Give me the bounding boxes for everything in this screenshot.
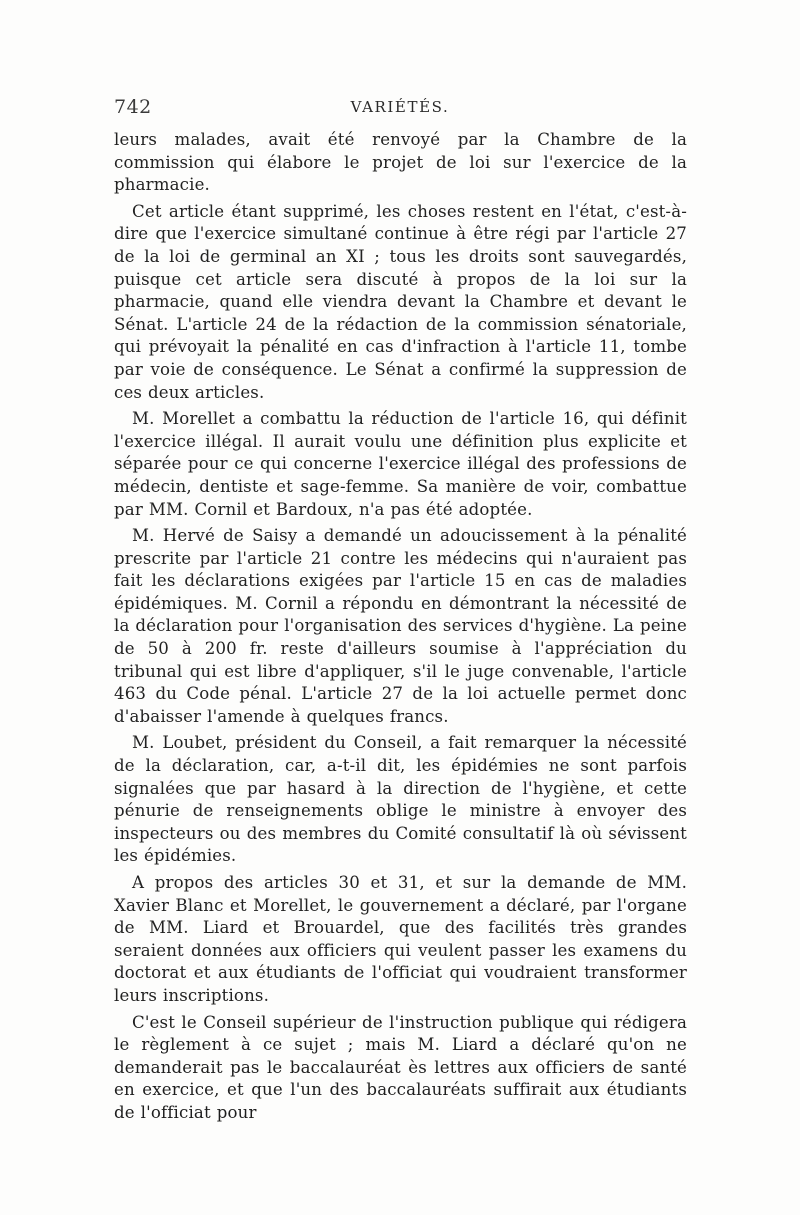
paragraph-continuation: leurs malades, avait été renvoyé par la Chambre de la commission qui élabore le projet de loi sur l'exercice de la pharmacie. [114, 130, 687, 195]
page-body [114, 129, 687, 1129]
running-header [114, 96, 686, 124]
paragraph-loubet: M. Loubet, président du Conseil, a fait remarquer la nécessité de la déclaration, car, a-t-il dit, les épidémies ne sont parfois signalées que par hasard à la direction de l'hygiène, et cette pénurie de renseignements oblige le ministre à envoyer des inspecteurs ou des membres du Comité consultatif là où sévissent les épidémies. [114, 733, 687, 866]
page-number: 742 [114, 96, 152, 118]
paragraph-morellet: M. Morellet a combattu la réduction de l'article 16, qui définit l'exercice illégal. Il aurait voulu une définition plus explicite et séparée pour ce qui concerne l'exercice illégal des professions de médecin, dentiste et sage-femme. Sa manière de voir, combattue par MM. Cornil et Bardoux, n'a pas été adoptée. [114, 409, 687, 519]
section-title: VARIÉTÉS. [350, 98, 450, 116]
paragraph-herve-de-saisy: M. Hervé de Saisy a demandé un adoucissement à la pénalité prescrite par l'article 21 contre les médecins qui n'auraient pas fait les déclarations exigées par l'article 15 en cas de maladies épidémiques. M. Cornil a répondu en démontrant la nécessité de la déclaration pour l'organisation des services d'hygiène. La peine de 50 à 200 fr. reste d'ailleurs soumise à l'appréciation du tribunal qui est libre d'appliquer, s'il le juge convenable, l'article 463 du Code pénal. L'article 27 de la loi actuelle permet donc d'abaisser l'amende à quelques francs. [114, 526, 687, 726]
paragraph-articles-30-31: A propos des articles 30 et 31, et sur la demande de MM. Xavier Blanc et Morellet, le gouvernement a déclaré, par l'organe de MM. Liard et Brouardel, que des facilités très grandes seraient données aux officiers qui veulent passer les examens du doctorat et aux étudiants de l'officiat qui voudraient transformer leurs inscriptions. [114, 873, 687, 1005]
paragraph-article-suppression: Cet article étant supprimé, les choses restent en l'état, c'est-à-dire que l'exercice simultané continue à être régi par l'article 27 de la loi de germinal an XI ; tous les droits sont sauvegardés, puisque cet article sera discuté à propos de la loi sur la pharmacie, quand elle viendra devant la Chambre et devant le Sénat. L'article 24 de la rédaction de la commission sénatoriale, qui prévoyait la pénalité en cas d'infraction à l'article 11, tombe par voie de conséquence. Le Sénat a confirmé la suppression de ces deux articles. [114, 201, 687, 402]
paragraph-conseil-superieur: C'est le Conseil supérieur de l'instruction publique qui rédigera le règlement à ce sujet ; mais M. Liard a déclaré qu'on ne demanderait pas le baccalauréat ès lettres aux officiers de santé en exercice, et que l'un des baccalauréats suffirait aux étudiants de l'officiat pour [114, 1012, 687, 1122]
